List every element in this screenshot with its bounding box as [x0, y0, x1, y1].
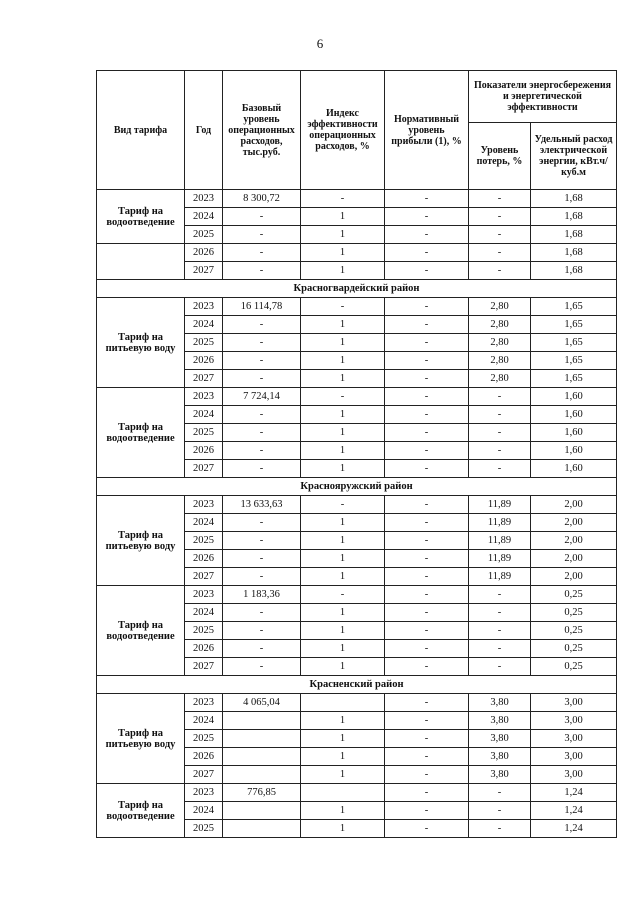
base-level-cell: - [223, 424, 301, 442]
efficiency-index-cell: 1 [301, 622, 385, 640]
efficiency-index-cell: - [301, 388, 385, 406]
loss-level-cell: - [469, 586, 531, 604]
loss-level-cell: 2,80 [469, 352, 531, 370]
normative-profit-cell: - [385, 820, 469, 838]
tariff-table [96, 70, 617, 838]
normative-profit-cell: - [385, 424, 469, 442]
header-loss-level: Уровень потерь, % [469, 123, 531, 190]
efficiency-index-cell: - [301, 586, 385, 604]
specific-consumption-cell: 2,00 [531, 514, 617, 532]
year-cell: 2023 [185, 190, 223, 208]
page-number: 6 [316, 36, 324, 51]
specific-consumption-cell: 1,68 [531, 190, 617, 208]
base-level-cell: 1 183,36 [223, 586, 301, 604]
normative-profit-cell: - [385, 568, 469, 586]
base-level-cell: - [223, 640, 301, 658]
tariff-type-cell: Тариф на водоотведение [97, 190, 185, 244]
efficiency-index-cell: 1 [301, 748, 385, 766]
efficiency-index-cell: 1 [301, 406, 385, 424]
year-cell: 2023 [185, 694, 223, 712]
loss-level-cell: - [469, 190, 531, 208]
year-cell: 2027 [185, 460, 223, 478]
year-cell: 2024 [185, 208, 223, 226]
year-cell: 2026 [185, 748, 223, 766]
base-level-cell: - [223, 514, 301, 532]
base-level-cell [223, 712, 301, 730]
efficiency-index-cell: 1 [301, 640, 385, 658]
specific-consumption-cell: 1,24 [531, 820, 617, 838]
header-normative-profit-text: Нормативный уровень прибыли (1), % [391, 113, 462, 147]
year-cell: 2024 [185, 604, 223, 622]
normative-profit-cell: - [385, 442, 469, 460]
loss-level-cell: 3,80 [469, 694, 531, 712]
specific-consumption-cell: 2,00 [531, 496, 617, 514]
loss-level-cell: - [469, 244, 531, 262]
loss-level-cell: 3,80 [469, 766, 531, 784]
loss-level-cell: - [469, 388, 531, 406]
efficiency-index-cell: 1 [301, 208, 385, 226]
normative-profit-cell: - [385, 262, 469, 280]
year-cell: 2027 [185, 370, 223, 388]
normative-profit-cell: - [385, 226, 469, 244]
base-level-cell: 4 065,04 [223, 694, 301, 712]
base-level-cell: 13 633,63 [223, 496, 301, 514]
region-row [97, 676, 617, 694]
region-row [97, 478, 617, 496]
base-level-cell: - [223, 262, 301, 280]
loss-level-cell: 3,80 [469, 748, 531, 766]
table-row [97, 586, 617, 604]
normative-profit-cell: - [385, 622, 469, 640]
loss-level-cell: 2,80 [469, 316, 531, 334]
loss-level-cell: - [469, 658, 531, 676]
table-row [97, 784, 617, 802]
year-cell: 2026 [185, 244, 223, 262]
loss-level-cell: - [469, 604, 531, 622]
specific-consumption-cell: 3,00 [531, 748, 617, 766]
base-level-cell [223, 766, 301, 784]
loss-level-cell: - [469, 262, 531, 280]
base-level-cell: - [223, 370, 301, 388]
year-cell: 2024 [185, 316, 223, 334]
loss-level-cell: - [469, 208, 531, 226]
normative-profit-cell: - [385, 334, 469, 352]
specific-consumption-cell: 1,24 [531, 784, 617, 802]
efficiency-index-cell: 1 [301, 550, 385, 568]
efficiency-index-cell: 1 [301, 226, 385, 244]
year-cell: 2024 [185, 406, 223, 424]
year-cell: 2024 [185, 712, 223, 730]
normative-profit-cell: - [385, 658, 469, 676]
specific-consumption-cell: 1,65 [531, 370, 617, 388]
loss-level-cell: 3,80 [469, 730, 531, 748]
year-cell: 2023 [185, 496, 223, 514]
tariff-type-cell: Тариф на питьевую воду [97, 496, 185, 586]
base-level-cell: 776,85 [223, 784, 301, 802]
loss-level-cell: 11,89 [469, 514, 531, 532]
table-row [97, 244, 617, 262]
normative-profit-cell: - [385, 514, 469, 532]
efficiency-index-cell: 1 [301, 244, 385, 262]
tariff-type-cell: Тариф на водоотведение [97, 784, 185, 838]
base-level-cell: - [223, 316, 301, 334]
base-level-cell [223, 802, 301, 820]
efficiency-index-cell [301, 784, 385, 802]
header-indicators: Показатели энергосбережения и энергетической эффективности [469, 71, 617, 123]
year-cell: 2023 [185, 586, 223, 604]
year-cell: 2023 [185, 784, 223, 802]
base-level-cell [223, 730, 301, 748]
header-tariff-type: Вид тарифа [97, 71, 185, 190]
base-level-cell: - [223, 208, 301, 226]
base-level-cell: 8 300,72 [223, 190, 301, 208]
year-cell: 2027 [185, 262, 223, 280]
tariff-type-cell: Тариф на питьевую воду [97, 298, 185, 388]
specific-consumption-cell: 1,60 [531, 460, 617, 478]
base-level-cell [223, 820, 301, 838]
base-level-cell: - [223, 460, 301, 478]
efficiency-index-cell: 1 [301, 604, 385, 622]
loss-level-cell: 11,89 [469, 532, 531, 550]
region-title: Красненский район [97, 676, 617, 694]
year-cell: 2024 [185, 514, 223, 532]
year-cell: 2025 [185, 730, 223, 748]
efficiency-index-cell: 1 [301, 334, 385, 352]
tariff-type-cell: Тариф на водоотведение [97, 586, 185, 676]
loss-level-cell: - [469, 802, 531, 820]
normative-profit-cell: - [385, 694, 469, 712]
tariff-type-cell: Тариф на питьевую воду [97, 694, 185, 784]
base-level-cell: - [223, 244, 301, 262]
year-cell: 2023 [185, 298, 223, 316]
base-level-cell: 7 724,14 [223, 388, 301, 406]
base-level-cell: - [223, 550, 301, 568]
specific-consumption-cell: 2,00 [531, 532, 617, 550]
efficiency-index-cell: - [301, 496, 385, 514]
year-cell: 2026 [185, 442, 223, 460]
efficiency-index-cell: 1 [301, 712, 385, 730]
year-cell: 2025 [185, 532, 223, 550]
loss-level-cell: - [469, 406, 531, 424]
base-level-cell: - [223, 442, 301, 460]
normative-profit-cell: - [385, 460, 469, 478]
efficiency-index-cell: 1 [301, 568, 385, 586]
efficiency-index-cell: 1 [301, 730, 385, 748]
year-cell: 2025 [185, 334, 223, 352]
table-row [97, 694, 617, 712]
specific-consumption-cell: 0,25 [531, 640, 617, 658]
loss-level-cell: - [469, 424, 531, 442]
year-cell: 2026 [185, 640, 223, 658]
loss-level-cell: 2,80 [469, 370, 531, 388]
year-cell: 2027 [185, 766, 223, 784]
efficiency-index-cell: 1 [301, 460, 385, 478]
specific-consumption-cell: 1,68 [531, 226, 617, 244]
loss-level-cell: 2,80 [469, 334, 531, 352]
year-cell: 2025 [185, 226, 223, 244]
base-level-cell [223, 748, 301, 766]
specific-consumption-cell: 1,68 [531, 208, 617, 226]
loss-level-cell: - [469, 622, 531, 640]
specific-consumption-cell: 3,00 [531, 730, 617, 748]
loss-level-cell: - [469, 784, 531, 802]
normative-profit-cell: - [385, 208, 469, 226]
normative-profit-cell: - [385, 388, 469, 406]
year-cell: 2024 [185, 802, 223, 820]
specific-consumption-cell: 3,00 [531, 712, 617, 730]
base-level-cell: - [223, 658, 301, 676]
normative-profit-cell: - [385, 712, 469, 730]
loss-level-cell: 2,80 [469, 298, 531, 316]
header-normative-profit [385, 71, 469, 190]
loss-level-cell: 11,89 [469, 496, 531, 514]
base-level-cell: - [223, 604, 301, 622]
specific-consumption-cell: 1,65 [531, 334, 617, 352]
tariff-type-cell [97, 244, 185, 280]
efficiency-index-cell: 1 [301, 316, 385, 334]
normative-profit-cell: - [385, 586, 469, 604]
region-row [97, 280, 617, 298]
loss-level-cell: 11,89 [469, 568, 531, 586]
header-base-level: Базовый уровень операционных расходов, тыс.руб. [223, 71, 301, 190]
loss-level-cell: - [469, 226, 531, 244]
base-level-cell: - [223, 226, 301, 244]
normative-profit-cell: - [385, 496, 469, 514]
base-level-cell: - [223, 622, 301, 640]
efficiency-index-cell: 1 [301, 532, 385, 550]
base-level-cell: 16 114,78 [223, 298, 301, 316]
table-row [97, 190, 617, 208]
base-level-cell: - [223, 532, 301, 550]
normative-profit-cell: - [385, 244, 469, 262]
loss-level-cell: - [469, 820, 531, 838]
base-level-cell: - [223, 334, 301, 352]
normative-profit-cell: - [385, 604, 469, 622]
specific-consumption-cell: 0,25 [531, 604, 617, 622]
specific-consumption-cell: 1,60 [531, 442, 617, 460]
efficiency-index-cell: 1 [301, 766, 385, 784]
year-cell: 2027 [185, 658, 223, 676]
year-cell: 2027 [185, 568, 223, 586]
normative-profit-cell: - [385, 532, 469, 550]
year-cell: 2025 [185, 820, 223, 838]
specific-consumption-cell: 1,60 [531, 388, 617, 406]
normative-profit-cell: - [385, 352, 469, 370]
efficiency-index-cell: 1 [301, 514, 385, 532]
efficiency-index-cell: 1 [301, 820, 385, 838]
normative-profit-cell: - [385, 550, 469, 568]
tariff-type-cell: Тариф на водоотведение [97, 388, 185, 478]
specific-consumption-cell: 3,00 [531, 694, 617, 712]
specific-consumption-cell: 1,24 [531, 802, 617, 820]
year-cell: 2026 [185, 352, 223, 370]
header-efficiency-index: Индекс эффективности операционных расходов, % [301, 71, 385, 190]
base-level-cell: - [223, 568, 301, 586]
table-body [97, 190, 617, 838]
normative-profit-cell: - [385, 802, 469, 820]
efficiency-index-cell: 1 [301, 658, 385, 676]
specific-consumption-cell: 2,00 [531, 568, 617, 586]
loss-level-cell: - [469, 442, 531, 460]
loss-level-cell: 11,89 [469, 550, 531, 568]
header-year: Год [185, 71, 223, 190]
year-cell: 2023 [185, 388, 223, 406]
specific-consumption-cell: 0,25 [531, 658, 617, 676]
normative-profit-cell: - [385, 298, 469, 316]
header-row [97, 71, 617, 123]
loss-level-cell: - [469, 640, 531, 658]
efficiency-index-cell: 1 [301, 802, 385, 820]
normative-profit-cell: - [385, 784, 469, 802]
specific-consumption-cell: 0,25 [531, 622, 617, 640]
efficiency-index-cell: 1 [301, 442, 385, 460]
normative-profit-cell: - [385, 190, 469, 208]
efficiency-index-cell: 1 [301, 352, 385, 370]
table-row [97, 496, 617, 514]
specific-consumption-cell: 0,25 [531, 586, 617, 604]
efficiency-index-cell: - [301, 298, 385, 316]
table-row [97, 388, 617, 406]
efficiency-index-cell [301, 694, 385, 712]
efficiency-index-cell: 1 [301, 262, 385, 280]
specific-consumption-cell: 3,00 [531, 766, 617, 784]
header-specific-consumption: Удельный расход электрической энергии, кВт.ч/куб.м [531, 123, 617, 190]
base-level-cell: - [223, 406, 301, 424]
year-cell: 2025 [185, 424, 223, 442]
specific-consumption-cell: 1,68 [531, 262, 617, 280]
normative-profit-cell: - [385, 766, 469, 784]
table-row [97, 298, 617, 316]
specific-consumption-cell: 1,65 [531, 298, 617, 316]
specific-consumption-cell: 1,60 [531, 424, 617, 442]
region-title: Красногвардейский район [97, 280, 617, 298]
year-cell: 2025 [185, 622, 223, 640]
loss-level-cell: 3,80 [469, 712, 531, 730]
specific-consumption-cell: 1,65 [531, 316, 617, 334]
normative-profit-cell: - [385, 316, 469, 334]
normative-profit-cell: - [385, 748, 469, 766]
normative-profit-cell: - [385, 640, 469, 658]
base-level-cell: - [223, 352, 301, 370]
normative-profit-cell: - [385, 370, 469, 388]
efficiency-index-cell: - [301, 190, 385, 208]
normative-profit-cell: - [385, 406, 469, 424]
loss-level-cell: - [469, 460, 531, 478]
normative-profit-cell: - [385, 730, 469, 748]
efficiency-index-cell: 1 [301, 424, 385, 442]
specific-consumption-cell: 1,68 [531, 244, 617, 262]
specific-consumption-cell: 1,60 [531, 406, 617, 424]
specific-consumption-cell: 1,65 [531, 352, 617, 370]
region-title: Краснояружский район [97, 478, 617, 496]
efficiency-index-cell: 1 [301, 370, 385, 388]
year-cell: 2026 [185, 550, 223, 568]
specific-consumption-cell: 2,00 [531, 550, 617, 568]
